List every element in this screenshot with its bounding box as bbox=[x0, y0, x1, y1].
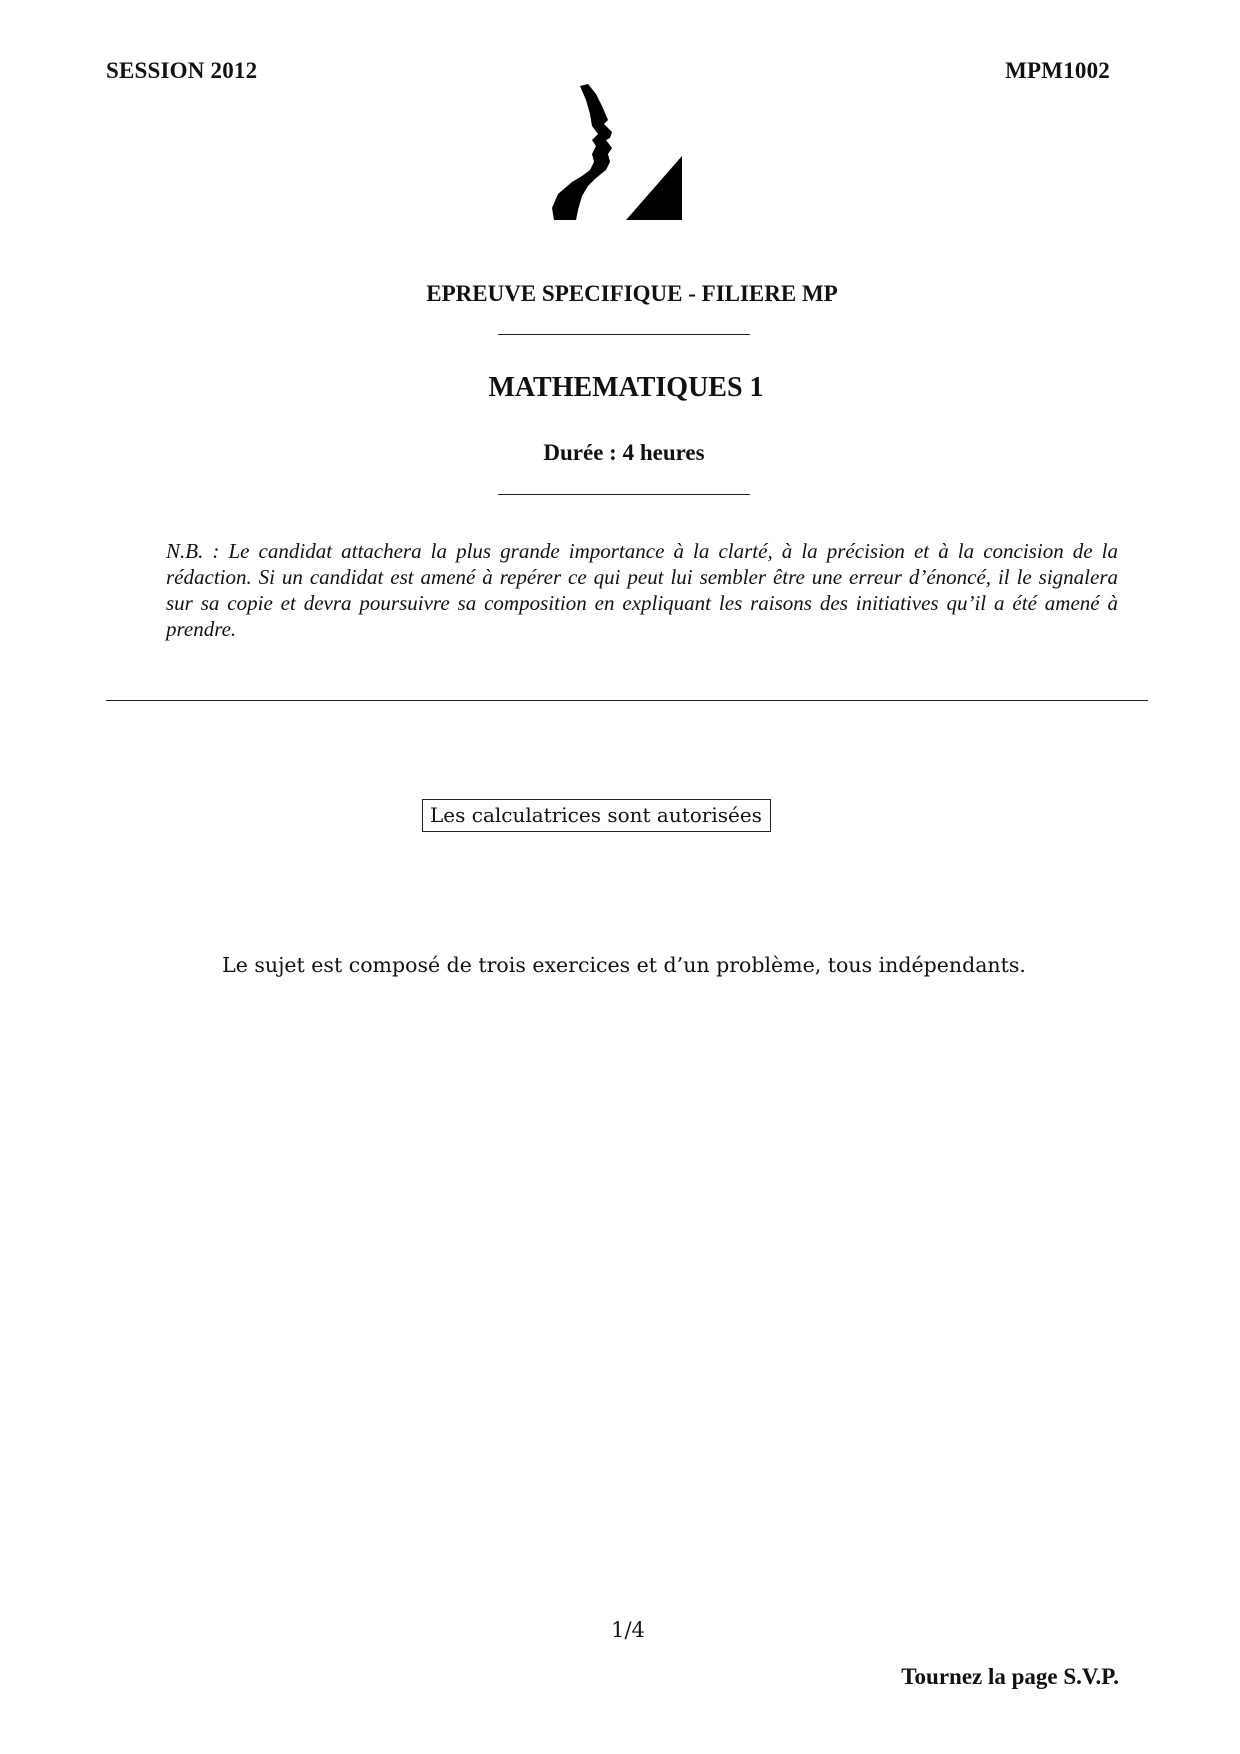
exam-type-title: EPREUVE SPECIFIQUE - FILIERE MP bbox=[426, 281, 838, 306]
subject-title: MATHEMATIQUES 1 bbox=[488, 372, 764, 403]
profile-silhouette-logo-icon bbox=[552, 84, 694, 220]
page-number: 1/4 bbox=[611, 1618, 645, 1642]
duration-divider bbox=[498, 494, 750, 495]
instructions-note: N.B. : Le candidat attachera la plus grande importance à la clarté, à la précision et à la concision de la rédaction. Si un candidat est amené à repérer ce qui peut lui sembler être une erreur d’énoncé, il le signalera sur sa copie et devra poursuivre sa composition en expliquant les raisons des initiatives qu’il a été amené à prendre. bbox=[166, 539, 1118, 641]
subject-description: Le sujet est composé de trois exercices et d’un problème, tous indépendants. bbox=[222, 953, 1026, 977]
duration: Durée : 4 heures bbox=[543, 440, 705, 465]
section-divider bbox=[106, 700, 1148, 701]
title-divider bbox=[498, 334, 750, 335]
turn-page-note: Tournez la page S.V.P. bbox=[901, 1664, 1119, 1689]
exam-code: MPM1002 bbox=[1005, 58, 1110, 83]
calculators-notice-box: Les calculatrices sont autorisées bbox=[422, 799, 771, 832]
session-label: SESSION 2012 bbox=[106, 58, 258, 83]
